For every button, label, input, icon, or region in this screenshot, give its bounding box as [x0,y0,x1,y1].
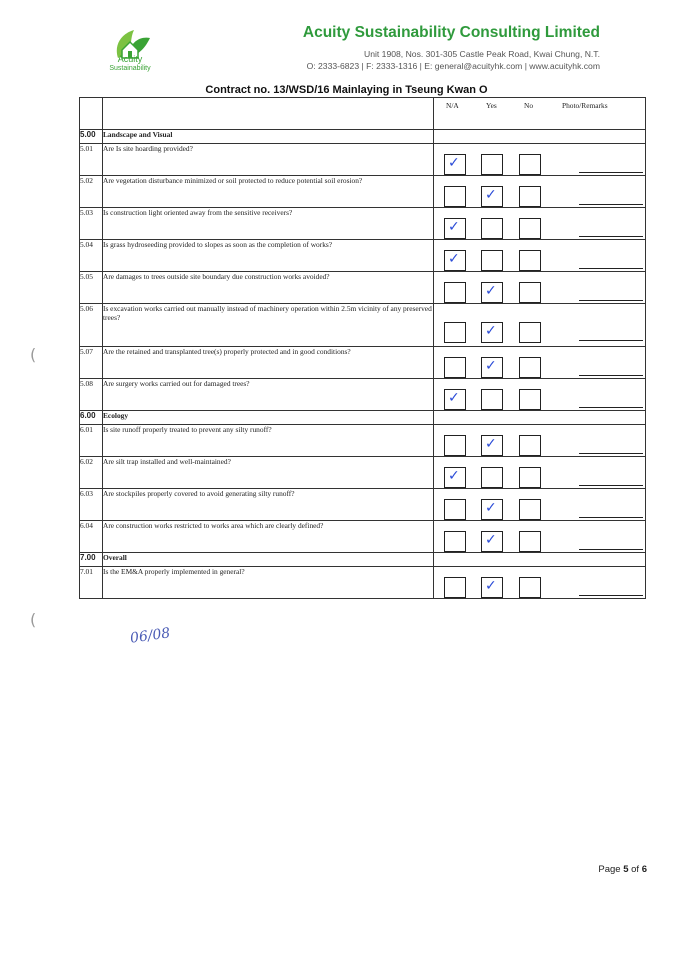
section-title: Overall [103,553,434,567]
logo-text [98,54,162,74]
item-question: Are surgery works carried out for damaged trees? [103,379,434,411]
contact-line: O: 2333-6823 | F: 2333-1316 | E: general@acuityhk.com | www.acuityhk.com [306,61,600,71]
item-number: 5.08 [80,379,103,411]
item-marks-cell [434,208,646,240]
item-marks-cell [434,240,646,272]
table-row [80,379,646,411]
checkmark-icon: ✓ [448,251,460,267]
checkbox-na[interactable] [444,577,466,598]
page-label: Page [598,864,624,875]
item-marks-cell [434,347,646,379]
item-number: 6.04 [80,521,103,553]
item-number: 6.02 [80,457,103,489]
header-question-cell [103,98,434,130]
checkbox-yes[interactable] [481,186,503,207]
section-number: 7.00 [80,553,103,567]
remarks-line[interactable] [579,595,643,596]
item-marks-cell [434,457,646,489]
company-name: Acuity Sustainability Consulting Limited [302,24,600,41]
remarks-line[interactable] [579,549,643,550]
remarks-line[interactable] [579,407,643,408]
item-question: Are the retained and transplanted tree(s) properly protected and in good conditions? [103,347,434,379]
item-number: 7.01 [80,567,103,599]
section-title: Landscape and Visual [103,130,434,144]
column-na-header: N/A [446,101,459,110]
item-question: Is excavation works carried out manually instead of machinery operation within 2.5m vicinity of any preserved trees? [103,304,434,347]
checkbox-no[interactable] [519,154,541,175]
item-number: 5.01 [80,144,103,176]
checkbox-yes[interactable] [481,250,503,271]
item-marks-cell [434,272,646,304]
table-header-row [80,98,646,130]
checkbox-na[interactable] [444,154,466,175]
checkbox-na[interactable] [444,250,466,271]
remarks-line[interactable] [579,340,643,341]
item-question: Are construction works restricted to works area which are clearly defined? [103,521,434,553]
checkbox-yes[interactable] [481,531,503,552]
table-row [80,489,646,521]
item-number: 5.04 [80,240,103,272]
checkmark-icon: ✓ [485,500,497,516]
checkbox-yes[interactable] [481,389,503,410]
item-marks-cell [434,144,646,176]
checklist-table [79,97,646,599]
item-number: 5.07 [80,347,103,379]
checkbox-yes[interactable] [481,467,503,488]
checkbox-no[interactable] [519,389,541,410]
checkmark-icon: ✓ [448,468,460,484]
checkmark-icon: ✓ [485,323,497,339]
checkbox-no[interactable] [519,435,541,456]
item-marks-cell [434,567,646,599]
item-number: 5.03 [80,208,103,240]
checkbox-no[interactable] [519,577,541,598]
item-question: Are stockpiles properly covered to avoid generating silty runoff? [103,489,434,521]
table-row [80,272,646,304]
checkbox-no[interactable] [519,322,541,343]
remarks-line[interactable] [579,236,643,237]
table-row [80,208,646,240]
item-marks-cell [434,521,646,553]
item-question: Is the EM&A properly implemented in general? [103,567,434,599]
checkbox-no[interactable] [519,250,541,271]
remarks-line[interactable] [579,453,643,454]
checkmark-icon: ✓ [485,578,497,594]
address-line: Unit 1908, Nos. 301-305 Castle Peak Road, Kwai Chung, N.T. [364,49,600,59]
section-number: 6.00 [80,411,103,425]
checkbox-yes[interactable] [481,282,503,303]
checkmark-icon: ✓ [448,390,460,406]
item-marks-cell [434,304,646,347]
item-number: 5.05 [80,272,103,304]
checkmark-icon: ✓ [485,436,497,452]
page-number [598,864,647,875]
checkbox-na[interactable] [444,435,466,456]
page-total: 6 [641,864,647,875]
checkbox-na[interactable] [444,499,466,520]
checkbox-na[interactable] [444,322,466,343]
remarks-line[interactable] [579,204,643,205]
item-marks-cell [434,176,646,208]
item-question: Are silt trap installed and well-maintained? [103,457,434,489]
item-marks-cell [434,489,646,521]
checkmark-icon: ✓ [485,187,497,203]
checkbox-no[interactable] [519,218,541,239]
table-row [80,567,646,599]
scan-mark: ( [30,345,37,364]
table-row [80,240,646,272]
contract-title: Contract no. 13/WSD/16 Mainlaying in Tseung Kwan O [205,84,488,96]
table-row [80,457,646,489]
logo-sub: Sustainability [109,65,151,72]
item-marks-cell [434,379,646,411]
checkbox-na[interactable] [444,389,466,410]
section-marks-cell [434,553,646,567]
checkbox-no[interactable] [519,186,541,207]
checkmark-icon: ✓ [448,155,460,171]
item-question: Are damages to trees outside site boundary due construction works avoided? [103,272,434,304]
item-question: Are Is site hoarding provided? [103,144,434,176]
remarks-line[interactable] [579,517,643,518]
checkbox-yes[interactable] [481,435,503,456]
page-current: 5 [623,864,629,875]
table-row [80,176,646,208]
checkmark-icon: ✓ [485,532,497,548]
checkmark-icon: ✓ [485,358,497,374]
column-yes-header: Yes [486,101,497,110]
item-question: Are vegetation disturbance minimized or soil protected to reduce potential soil erosion? [103,176,434,208]
table-row [80,425,646,457]
checkbox-na[interactable] [444,218,466,239]
checkbox-yes[interactable] [481,154,503,175]
checkbox-na[interactable] [444,282,466,303]
checkbox-no[interactable] [519,357,541,378]
item-question: Is grass hydroseeding provided to slopes as soon as the completion of works? [103,240,434,272]
column-no-header: No [524,101,534,110]
checkbox-na[interactable] [444,186,466,207]
checkmark-icon: ✓ [485,283,497,299]
handwritten-date: 06/08 [129,625,172,647]
table-row [80,347,646,379]
remarks-line[interactable] [579,268,643,269]
company-address [307,48,600,72]
section-row [80,130,646,144]
checkbox-no[interactable] [519,282,541,303]
section-row [80,411,646,425]
item-number: 5.06 [80,304,103,347]
item-question: Is site runoff properly treated to prevent any silty runoff? [103,425,434,457]
checkbox-yes[interactable] [481,218,503,239]
checkbox-no[interactable] [519,531,541,552]
checkbox-na[interactable] [444,357,466,378]
column-remarks-header: Photo/Remarks [562,101,608,110]
item-number: 6.03 [80,489,103,521]
table-row [80,304,646,347]
checkbox-no[interactable] [519,467,541,488]
remarks-line[interactable] [579,375,643,376]
section-row [80,553,646,567]
checkbox-no[interactable] [519,499,541,520]
header-no-cell [80,98,103,130]
checkbox-yes[interactable] [481,357,503,378]
checkmark-icon: ✓ [448,219,460,235]
table-row [80,144,646,176]
item-question: Is construction light oriented away from the sensitive receivers? [103,208,434,240]
checkbox-yes[interactable] [481,499,503,520]
section-title: Ecology [103,411,434,425]
checkbox-yes[interactable] [481,577,503,598]
remarks-line[interactable] [579,485,643,486]
item-number: 5.02 [80,176,103,208]
section-marks-cell [434,130,646,144]
checkbox-yes[interactable] [481,322,503,343]
logo-name: Acuity [117,54,143,64]
section-number: 5.00 [80,130,103,144]
item-number: 6.01 [80,425,103,457]
table-row [80,521,646,553]
header-marks-cell [434,98,646,130]
remarks-line[interactable] [579,172,643,173]
scan-mark: ( [30,610,37,629]
section-marks-cell [434,411,646,425]
remarks-line[interactable] [579,300,643,301]
item-marks-cell [434,425,646,457]
checkbox-na[interactable] [444,467,466,488]
page-of: of [628,864,642,875]
checkbox-na[interactable] [444,531,466,552]
